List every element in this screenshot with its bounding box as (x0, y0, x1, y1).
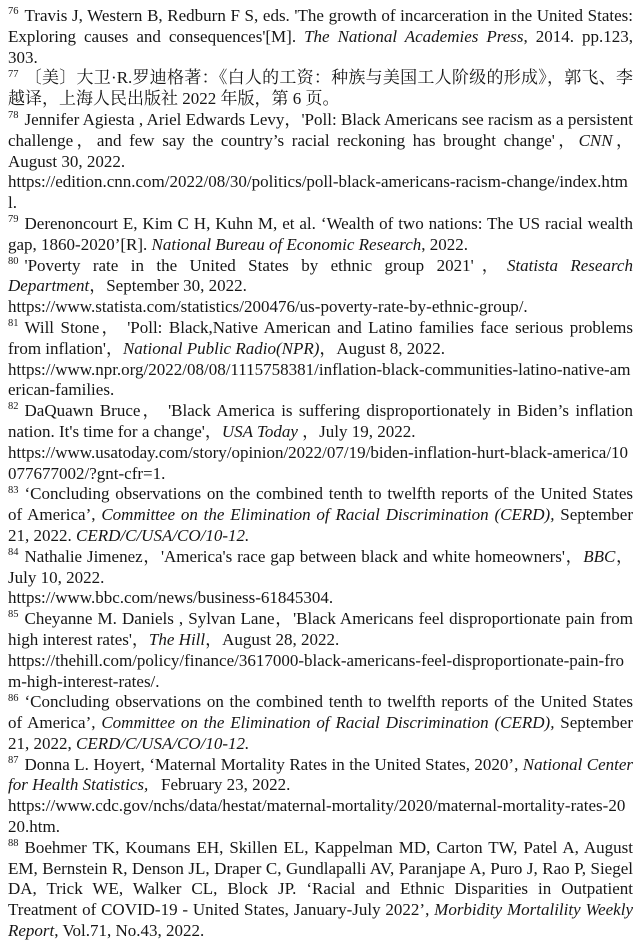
footnote-87 (8, 755, 633, 838)
footnote-text: ，August 28, 2022. (205, 629, 340, 649)
footnote-text: Derenoncourt E, Kim C H, Kuhn M, et al. ‘Wealth of two nations: The US racial wealth gap, 1860-2020’[R]. (8, 213, 633, 254)
footnote-79 (8, 214, 633, 256)
footnote-text: Travis J, Western B, Redburn F S, eds. 'The growth of incarceration in the United States: Exploring causes and consequences'[M]. (8, 6, 633, 46)
footnote-text: ，September 30, 2022. (89, 276, 247, 296)
footnote-url: https://www.usatoday.com/story/opinion/2022/07/19/biden-inflation-hurt-black-america/10077677002/?gnt-cfr=1. (8, 442, 629, 483)
footnote-source-name: The Hill (148, 629, 206, 649)
footnote-text: February 23, 2022. (148, 775, 291, 795)
footnote-78 (8, 110, 633, 214)
footnote-source-name: The National Academies Press (304, 26, 524, 46)
footnote-number: 88 (8, 838, 19, 850)
footnote-text: Donna L. Hoyert, ‘Maternal Mortality Rates in the United States, 2020’, (24, 754, 523, 774)
footnote-source-name: National Public Radio(NPR) (122, 338, 320, 358)
footnote-text: Nathalie Jimenez，'America's race gap between black and white homeowners'， (24, 546, 584, 566)
footnote-source-name: National Bureau of Economic Research (151, 234, 422, 254)
footnote-url: https://www.cdc.gov/nchs/data/hestat/maternal-mortality/2020/maternal-mortality-rates-2020.htm. (8, 796, 626, 837)
footnote-text: DaQuawn Bruce， 'Black America is suffering disproportionately in Biden’s inflation nation. It's time for a change'， (8, 401, 633, 441)
footnote-text: Cheyanne M. Daniels , Sylvan Lane，'Black Americans feel disproportionate pain from high interest rates'， (8, 609, 633, 649)
footnote-text: ，August 30, 2022. (8, 130, 633, 171)
footnote-list (8, 6, 633, 942)
footnote-source-name: Committee on the Elimination of Racial Discrimination (CERD), (101, 505, 555, 525)
footnote-source-name: Morbidity Mortalility Weekly Report (8, 900, 633, 941)
footnote-76 (8, 6, 633, 68)
footnote-text: , Vol.71, No.43, 2022. (54, 921, 205, 941)
footnote-number: 80 (8, 255, 19, 267)
footnote-number: 85 (8, 609, 19, 621)
footnote-number: 84 (8, 547, 19, 559)
footnote-86 (8, 692, 633, 754)
footnote-number: 86 (8, 692, 19, 704)
footnote-text: , 2014. pp.123, 303. (8, 26, 634, 67)
footnote-source-name: Statista Research Department (8, 255, 633, 296)
footnote-text: ‘Concluding observations on the combined tenth to twelfth reports of the United States of America’, (8, 484, 633, 525)
footnote-number: 87 (8, 755, 19, 767)
footnote-number: 79 (8, 214, 19, 226)
footnote-80 (8, 256, 633, 318)
footnote-source-name: CNN (578, 130, 613, 150)
footnote-url: https://www.npr.org/2022/08/08/1115758381/inflation-black-communities-latino-native-american-families. (8, 359, 631, 400)
footnote-text: 〔美〕大卫·R.罗迪格著：《白人的工资：种族与美国工人阶级的形成》，郭飞、李越译，上海人民出版社 2022 年版，第 6 页。 (8, 68, 633, 109)
footnote-text: ，July 10, 2022. (8, 546, 633, 587)
footnote-number: 83 (8, 484, 19, 496)
footnote-81 (8, 318, 633, 401)
footnote-source-name: USA Today (221, 421, 298, 441)
footnote-source-name: CERD/C/USA/CO/10-12. (76, 733, 250, 753)
footnote-text: 'Poverty rate in the United States by ethnic group 2021'， (24, 255, 507, 275)
footnote-text: ，August 8, 2022. (319, 338, 446, 358)
footnote-83 (8, 484, 633, 546)
footnote-source-name: BBC (583, 546, 616, 566)
footnote-number: 81 (8, 318, 19, 330)
footnote-number: 76 (8, 6, 19, 18)
footnote-number: 78 (8, 110, 19, 122)
footnote-text: Will Stone， 'Poll: Black,Native American and Latino families face serious problems from inflation'， (8, 317, 633, 358)
footnote-77 (8, 68, 633, 110)
footnote-text: September 21, 2022. (8, 505, 633, 545)
footnote-source-name: National Center for Health Statistics, (8, 754, 633, 795)
footnote-number: 77 (8, 68, 19, 80)
footnote-text: Boehmer TK, Koumans EH, Skillen EL, Kappelman MD, Carton TW, Patel A, August EM, Bernstein R, Denson JL, Draper C, Gundlapalli AV, Paranjape A, Puro J, Rao P, Siegel DA, Trick WE, Walker CL, Block JP. ‘Racial and Ethnic Disparities in Outpatient Treatment of COVID-19 - United States, January-July 2022’, (8, 837, 633, 920)
footnote-url: https://www.statista.com/statistics/200476/us-poverty-rate-by-ethnic-group/. (8, 297, 528, 317)
footnote-text: ，July 19, 2022. (297, 421, 416, 441)
footnote-text: Jennifer Agiesta , Ariel Edwards Levy，'Poll: Black Americans see racism as a persistent challenge，and few say the country’s racial reckoning has brought change'， (8, 109, 633, 150)
footnote-url: https://www.bbc.com/news/business-61845304. (8, 588, 334, 608)
footnote-84 (8, 547, 633, 609)
footnote-url: https://thehill.com/policy/finance/3617000-black-americans-feel-disproportionate-pain-from-high-interest-rates/. (8, 650, 625, 691)
footnote-url: https://edition.cnn.com/2022/08/30/politics/poll-black-americans-racism-change/index.html. (8, 172, 628, 213)
footnote-82 (8, 401, 633, 484)
footnote-source-name: CERD/C/USA/CO/10-12. (76, 525, 250, 545)
footnote-text: , 2022. (421, 234, 469, 254)
footnote-88 (8, 838, 633, 942)
footnote-source-name: Committee on the Elimination of Racial Discrimination (CERD), (101, 713, 555, 733)
footnote-text: ‘Concluding observations on the combined tenth to twelfth reports of the United States of America’, (8, 692, 633, 733)
footnote-text: September 21, 2022, (8, 713, 633, 753)
footnote-number: 82 (8, 401, 19, 413)
footnote-85 (8, 609, 633, 692)
